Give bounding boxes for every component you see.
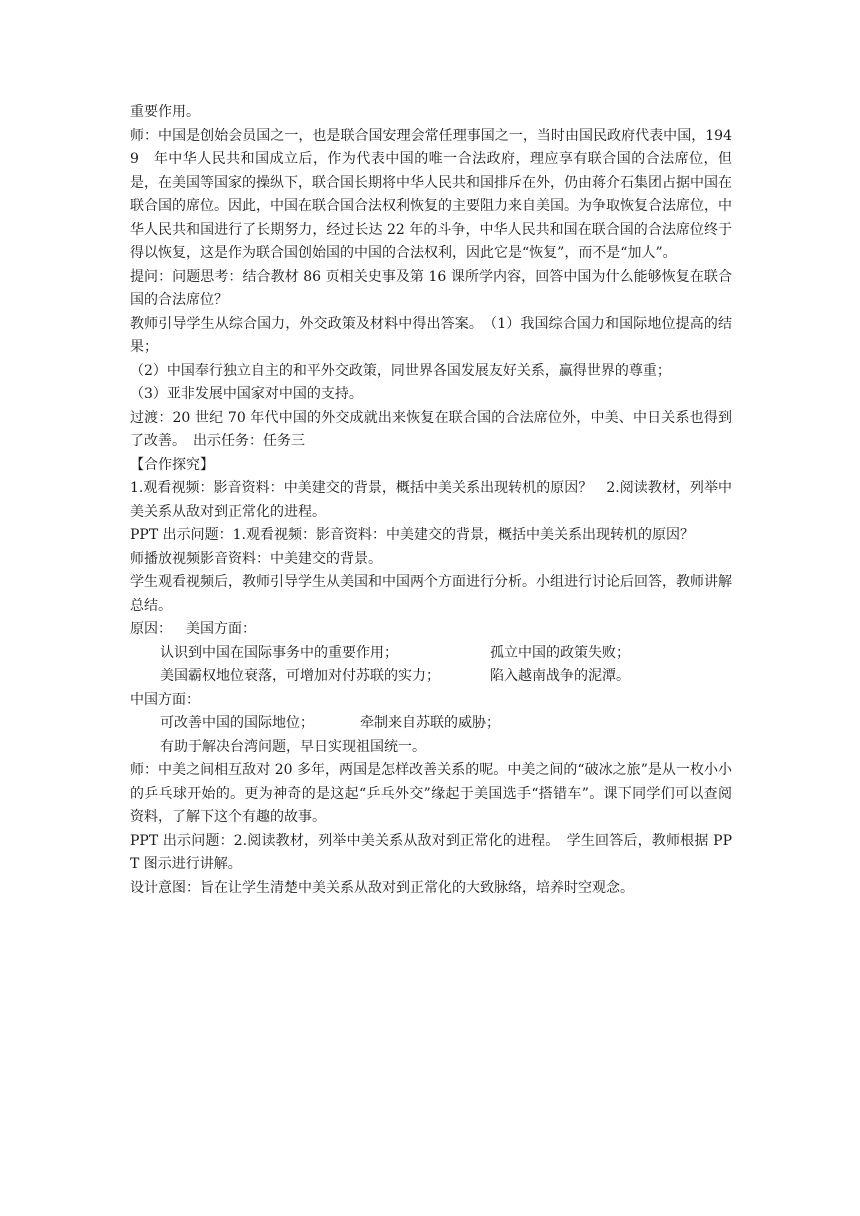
paragraph: 提问：问题思考：结合教材 86 页相关史事及第 16 课所学内容，回答中国为什么能够恢复在联合国的合法席位？ (130, 268, 732, 308)
us-side-label: 美国方面： (186, 621, 256, 637)
china-reason-1: 可改善中国的国际地位； (160, 715, 314, 731)
paragraph: 1.观看视频：影音资料：中美建交的背景，概括中美关系出现转机的原因？ 2.阅读教材，列举中美关系从敌对到正常化的进程。 (130, 480, 732, 520)
china-reasons-row-1 (130, 712, 732, 736)
us-reasons-row-1 (130, 642, 732, 666)
reason-label: 原因： (130, 621, 172, 637)
reason-row (130, 618, 732, 642)
paragraph: 学生观看视频后，教师引导学生从美国和中国两个方面进行分析。小组进行讨论后回答，教师讲解总结。 (130, 574, 732, 614)
us-reason-3: 美国霸权地位衰落，可增加对付苏联的实力； (160, 668, 440, 684)
paragraph: PPT 出示问题：2.阅读教材，列举中美关系从敌对到正常化的进程。 学生回答后，教师根据 PPT 图示进行讲解。 (130, 832, 732, 872)
us-reasons-row-2 (130, 665, 732, 689)
paragraph: 师：中国是创始会员国之一，也是联合国安理会常任理事国之一，当时由国民政府代表中国，1949 年中华人民共和国成立后，作为代表中国的唯一合法政府，理应享有联合国的合法席位，但是，在美国等国家的操纵下，联合国长期将中华人民共和国排斥在外，仍由蒋介石集团占据中国在联合国的席位。因此，中国在联合国合法权利恢复的主要阻力来自美国。为争取恢复合法席位，中华人民共和国进行了长期努力，经过长达 22 年的斗争，中华人民共和国在联合国的合法席位终于得以恢复，这是作为联合国创始国的中国的合法权利，因此它是“恢复”，而不是“加人”。 (130, 127, 732, 261)
document-body (130, 101, 732, 900)
section-heading: 【合作探究】 (130, 456, 214, 473)
us-reason-4: 陷入越南战争的泥潭。 (490, 668, 630, 684)
china-reason-2: 牵制来自苏联的威胁； (360, 715, 500, 731)
china-reason-3: 有助于解决台湾问题，早日实现祖国统一。 (160, 738, 426, 755)
us-reason-2: 孤立中国的政策失败； (490, 644, 630, 661)
paragraph: 重要作用。 (130, 104, 200, 120)
paragraph: 过渡：20 世纪 70 年代中国的外交成就出来恢复在联合国的合法席位外，中美、中日关系也得到了改善。 出示任务：任务三 (130, 409, 732, 449)
design-intent: 设计意图：旨在让学生清楚中美关系从敌对到正常化的大致脉络，培养时空观念。 (130, 879, 634, 896)
paragraph: 教师引导学生从综合国力，外交政策及材料中得出答案。 （1）我国综合国力和国际地位提高的结果； (130, 315, 732, 355)
china-side-label: 中国方面： (130, 691, 200, 708)
us-reason-1: 认识到中国在国际事务中的重要作用； (160, 644, 398, 661)
paragraph: PPT 出示问题：1.观看视频：影音资料：中美建交的背景，概括中美关系出现转机的原因？ (130, 527, 694, 543)
paragraph: 师：中美之间相互敌对 20 多年，两国是怎样改善关系的呢。中美之间的“破冰之旅”是从一枚小小的乒乓球开始的。更为神奇的是这起“乒乓外交”缘起于美国选手“搭错车”。课下同学们可以查阅资料，了解下这个有趣的故事。 (130, 762, 732, 825)
paragraph: 师播放视频影音资料：中美建交的背景。 (130, 550, 382, 567)
paragraph: （2）中国奉行独立自主的和平外交政策，同世界各国发展友好关系，赢得世界的尊重； (130, 362, 671, 379)
paragraph: （3）亚非发展中国家对中国的支持。 (130, 386, 363, 402)
